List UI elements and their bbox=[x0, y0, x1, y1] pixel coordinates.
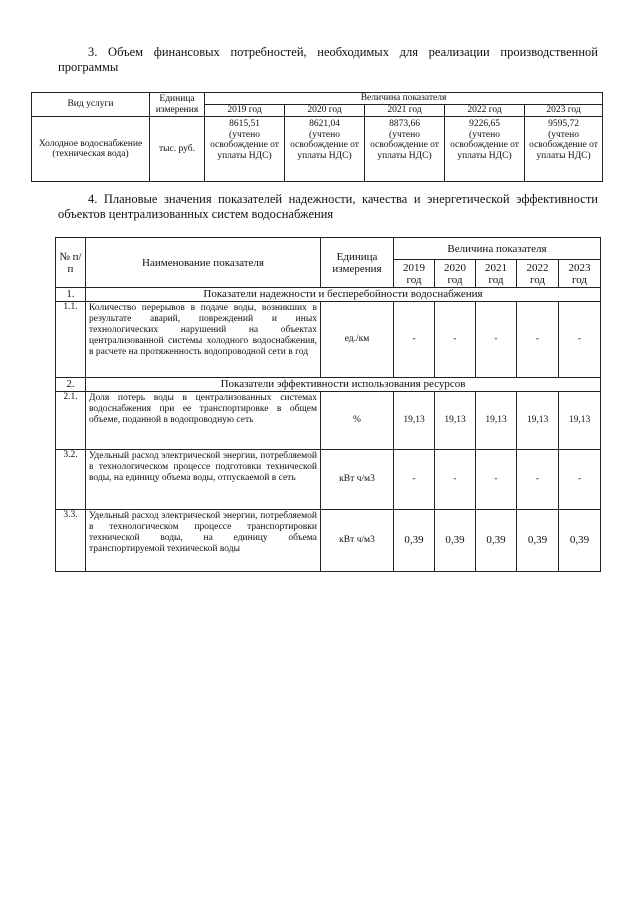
vat-note: (учтено освобождение от уплаты НДС) bbox=[450, 129, 519, 161]
service-unit: тыс. руб. bbox=[150, 117, 205, 182]
year-value-cell bbox=[285, 117, 365, 182]
header-year: 2019 год bbox=[205, 105, 285, 117]
value: 8873,66 bbox=[389, 119, 420, 129]
value: 8615,51 bbox=[229, 119, 260, 129]
vat-note: (учтено освобождение от уплаты НДС) bbox=[370, 129, 439, 161]
section-title: Показатели надежности и бесперебойности водоснабжения bbox=[86, 288, 601, 302]
indicator-value: 19,13 bbox=[394, 392, 435, 450]
header-year: 2020 год bbox=[285, 105, 365, 117]
indicator-value: 0,39 bbox=[517, 510, 559, 572]
indicator-name: Удельный расход электрической энергии, потребляемой в технологическом процессе транспортировки технической воды, на единицу объема транспортируемой технической воды bbox=[86, 510, 321, 572]
header-year: 2020 год bbox=[435, 260, 476, 288]
indicator-value: - bbox=[435, 450, 476, 510]
indicator-value: - bbox=[517, 450, 559, 510]
indicator-value: - bbox=[476, 450, 517, 510]
section-4-heading bbox=[58, 192, 598, 222]
header-year: 2023 год bbox=[559, 260, 601, 288]
row-num: 2.1. bbox=[56, 392, 86, 450]
header-year: 2021 год bbox=[365, 105, 445, 117]
year-value-cell bbox=[365, 117, 445, 182]
indicator-value: 19,13 bbox=[476, 392, 517, 450]
value: 8621,04 bbox=[309, 119, 340, 129]
indicator-value: - bbox=[559, 450, 601, 510]
row-num: 1.1. bbox=[56, 302, 86, 378]
indicator-value: 19,13 bbox=[435, 392, 476, 450]
header-service: Вид услуги bbox=[32, 93, 150, 117]
year-value-cell bbox=[525, 117, 603, 182]
indicator-value: 0,39 bbox=[394, 510, 435, 572]
header-year: 2022 год bbox=[445, 105, 525, 117]
service-name: Холодное водоснабжение (техническая вода) bbox=[32, 117, 150, 182]
section-3-heading bbox=[58, 45, 598, 75]
value: 9595,72 bbox=[548, 119, 579, 129]
table-row bbox=[56, 302, 601, 378]
indicator-unit: кВт ч/м3 bbox=[321, 450, 394, 510]
indicator-unit: ед./км bbox=[321, 302, 394, 378]
indicator-value: - bbox=[394, 450, 435, 510]
header-unit: Единица измерения bbox=[150, 93, 205, 117]
value: 9226,65 bbox=[469, 119, 500, 129]
financial-needs-table bbox=[31, 92, 603, 182]
table-row bbox=[56, 392, 601, 450]
header-year: 2022 год bbox=[517, 260, 559, 288]
header-year: 2019 год bbox=[394, 260, 435, 288]
table-row bbox=[32, 117, 603, 182]
indicator-value: 19,13 bbox=[517, 392, 559, 450]
vat-note: (учтено освобождение от уплаты НДС) bbox=[529, 129, 598, 161]
section-title: Показатели эффективности использования ресурсов bbox=[86, 378, 601, 392]
header-name: Наименование показателя bbox=[86, 238, 321, 288]
header-value: Величина показателя bbox=[205, 93, 603, 105]
section-num: 1. bbox=[56, 288, 86, 302]
indicator-value: - bbox=[435, 302, 476, 378]
table-row bbox=[56, 450, 601, 510]
indicator-name: Количество перерывов в подаче воды, возникших в результате аварий, повреждений и иных технологических нарушений на объектах централизованной системы холодного водоснабжения, в расчете на протяженность водопроводной сети в год bbox=[86, 302, 321, 378]
year-value-cell bbox=[205, 117, 285, 182]
header-value: Величина показателя bbox=[394, 238, 601, 260]
indicators-table bbox=[55, 237, 601, 572]
indicator-value: - bbox=[559, 302, 601, 378]
section-row bbox=[56, 378, 601, 392]
header-num: № п/п bbox=[56, 238, 86, 288]
indicator-value: - bbox=[394, 302, 435, 378]
indicator-unit: % bbox=[321, 392, 394, 450]
section-3-heading-line1: 3. Объем финансовых потребностей, необходимых для реализации производственной bbox=[88, 45, 598, 59]
section-row bbox=[56, 288, 601, 302]
indicator-value: - bbox=[517, 302, 559, 378]
indicator-name: Удельный расход электрической энергии, потребляемой в технологическом процессе подготовки технической воды, на единицу объема воды, отпускаемой в сеть bbox=[86, 450, 321, 510]
vat-note: (учтено освобождение от уплаты НДС) bbox=[210, 129, 279, 161]
header-unit: Единица измерения bbox=[321, 238, 394, 288]
indicator-name: Доля потерь воды в централизованных системах водоснабжения при ее транспортировке в общем объеме, поданной в водопроводную сеть bbox=[86, 392, 321, 450]
row-num: 3.3. bbox=[56, 510, 86, 572]
indicator-value: 19,13 bbox=[559, 392, 601, 450]
indicator-value: 0,39 bbox=[476, 510, 517, 572]
section-4-heading-line1: 4. Плановые значения показателей надежности, качества и энергетической эффективности bbox=[88, 192, 598, 206]
row-num: 3.2. bbox=[56, 450, 86, 510]
section-num: 2. bbox=[56, 378, 86, 392]
indicator-value: - bbox=[476, 302, 517, 378]
header-year: 2021 год bbox=[476, 260, 517, 288]
indicator-value: 0,39 bbox=[435, 510, 476, 572]
section-4-heading-line2: объектов централизованных систем водоснабжения bbox=[58, 207, 334, 221]
vat-note: (учтено освобождение от уплаты НДС) bbox=[290, 129, 359, 161]
year-value-cell bbox=[445, 117, 525, 182]
indicator-unit: кВт ч/м3 bbox=[321, 510, 394, 572]
section-3-heading-line2: программы bbox=[58, 60, 119, 74]
table-row bbox=[56, 510, 601, 572]
header-year: 2023 год bbox=[525, 105, 603, 117]
indicator-value: 0,39 bbox=[559, 510, 601, 572]
